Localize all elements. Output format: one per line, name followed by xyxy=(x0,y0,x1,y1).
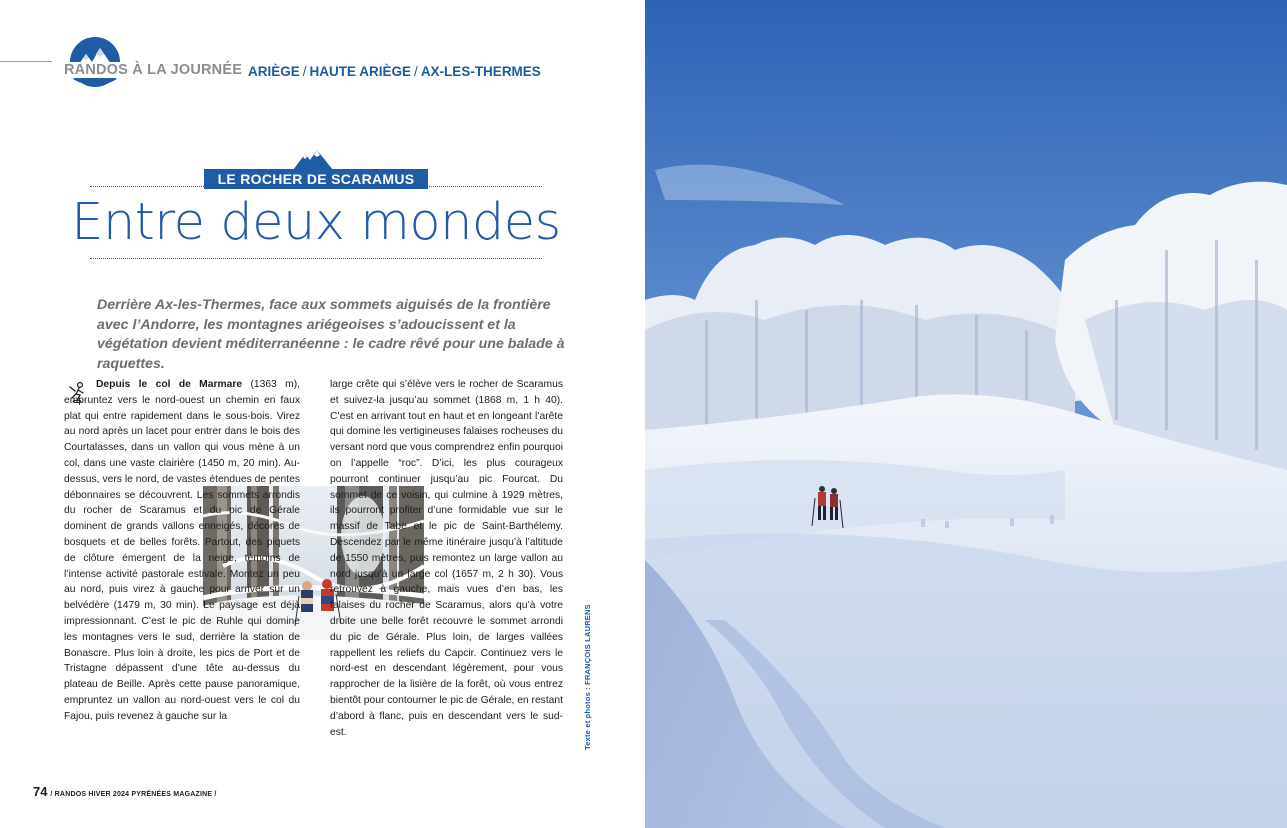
breadcrumb-town: AX-LES-THERMES xyxy=(420,64,541,79)
breadcrumb-separator: / xyxy=(302,64,307,79)
kicker-block xyxy=(90,150,542,190)
article-lead: Derrière Ax-les-Thermes, face aux sommets aiguisés de la frontière avec l’Andorre, les montagnes ariégeoises s’adoucissent et la végétation devient méditerranéenne : le cadre rêvé pour une balade à raquettes. xyxy=(97,297,565,372)
header-rule xyxy=(0,61,52,62)
body-column-2 xyxy=(330,377,563,740)
kicker-label: LE ROCHER DE SCARAMUS xyxy=(204,169,428,189)
breadcrumb-separator: / xyxy=(414,64,418,79)
mountain-peaks-icon xyxy=(293,150,333,170)
breadcrumb-region: ARIÈGE xyxy=(248,64,300,79)
breadcrumb-subregion: HAUTE ARIÈGE xyxy=(309,64,412,79)
full-page-photo-snowy-meadow xyxy=(645,0,1287,828)
body-column-1 xyxy=(64,377,300,725)
body-text: large crête qui s’élève vers le rocher de Scaramus et suivez-la jusqu’au sommet (1868 m, 1 h 40). C’est en arrivant tout en haut et en longeant l’arête qui domine les vertigineuses falaises rocheuses du versant nord que vous comprendrez enfin pourquoi on l’appelle “roc”. D’ici, les plus courageux pourront continuer jusqu’au pic Fourcat. Du sommet de ce voisin, qui culmine à 1929 mètres, ils pourront profiter d’une formidable vue sur le massif de Tabe et le pic de Saint-Barthélemy. Descendez par le même itinéraire jusqu’à l’altitude de 1550 mètres, puis remontez un large vallon au nord jusqu’à un large col (1657 m, 2 h 30). Vous retrouvez à gauche, mais vues d’en bas, les falaises du rocher de Scaramus, alors qu’à votre droite une belle forêt recouvre le sommet arrondi du pic de Gérale. Plus loin, de larges vallées rappellent les reliefs du Capcir. Continuez vers le nord-est en descendant légèrement, pour vous rapprocher de la lisière de la forêt, où vous entrez bientôt pour contourner le pic de Gérale, en restant d’abord à flanc, puis en descendant vers le sud-est. xyxy=(330,379,563,738)
section-title: RANDOS À LA JOURNÉE xyxy=(64,62,243,78)
page-number: 74 xyxy=(33,784,48,799)
article-headline: Entre deux mondes xyxy=(71,193,561,252)
body-text: (1363 m), empruntez vers le nord-ouest un chemin en faux plat qui entre rapidement dans le sous-bois. Virez au nord après un lacet pour entrer dans le bois des Courtalasses, dans un vallon qui vous mène à un col, dans une vaste clairière (1450 m, 20 min). Au-dessus, vers le nord, de vastes étendues de pentes débonnaires se découvrent. Les sommets arrondis du rocher de Scaramus et du pic de Gérale dominent de grands vallons enneigés, décorés de bosquets et de belles forêts. Partout, des piquets de clôture émergent de la neige, témoins de l’intense activité pastorale estivale. Montez un peu au nord, puis virez à gauche pour arriver sur un belvédère (1479 m, 30 min). Le paysage est déjà impressionnant. C’est le pic de Ruhle qui domine les montagnes vers le sud, derrière la station de Bonascre. Plus loin à droite, les pics de Port et de Tristagne dépassent d’une tête au-dessus du plateau de Beille. Après cette pause panoramique, empruntez un vallon au nord-ouest vers le col du Fajou, puis revenez à gauche sur la xyxy=(64,379,300,722)
body-lead-in: Depuis le col de Marmare xyxy=(96,379,243,390)
breadcrumb xyxy=(248,64,541,79)
photo-credit: Texte et photos : FRANÇOIS LAURENS xyxy=(583,604,592,750)
page-footer xyxy=(33,784,217,799)
publication-name: / RANDOS HIVER 2024 PYRÉNÉES MAGAZINE / xyxy=(50,791,217,798)
dotted-divider xyxy=(90,258,542,259)
